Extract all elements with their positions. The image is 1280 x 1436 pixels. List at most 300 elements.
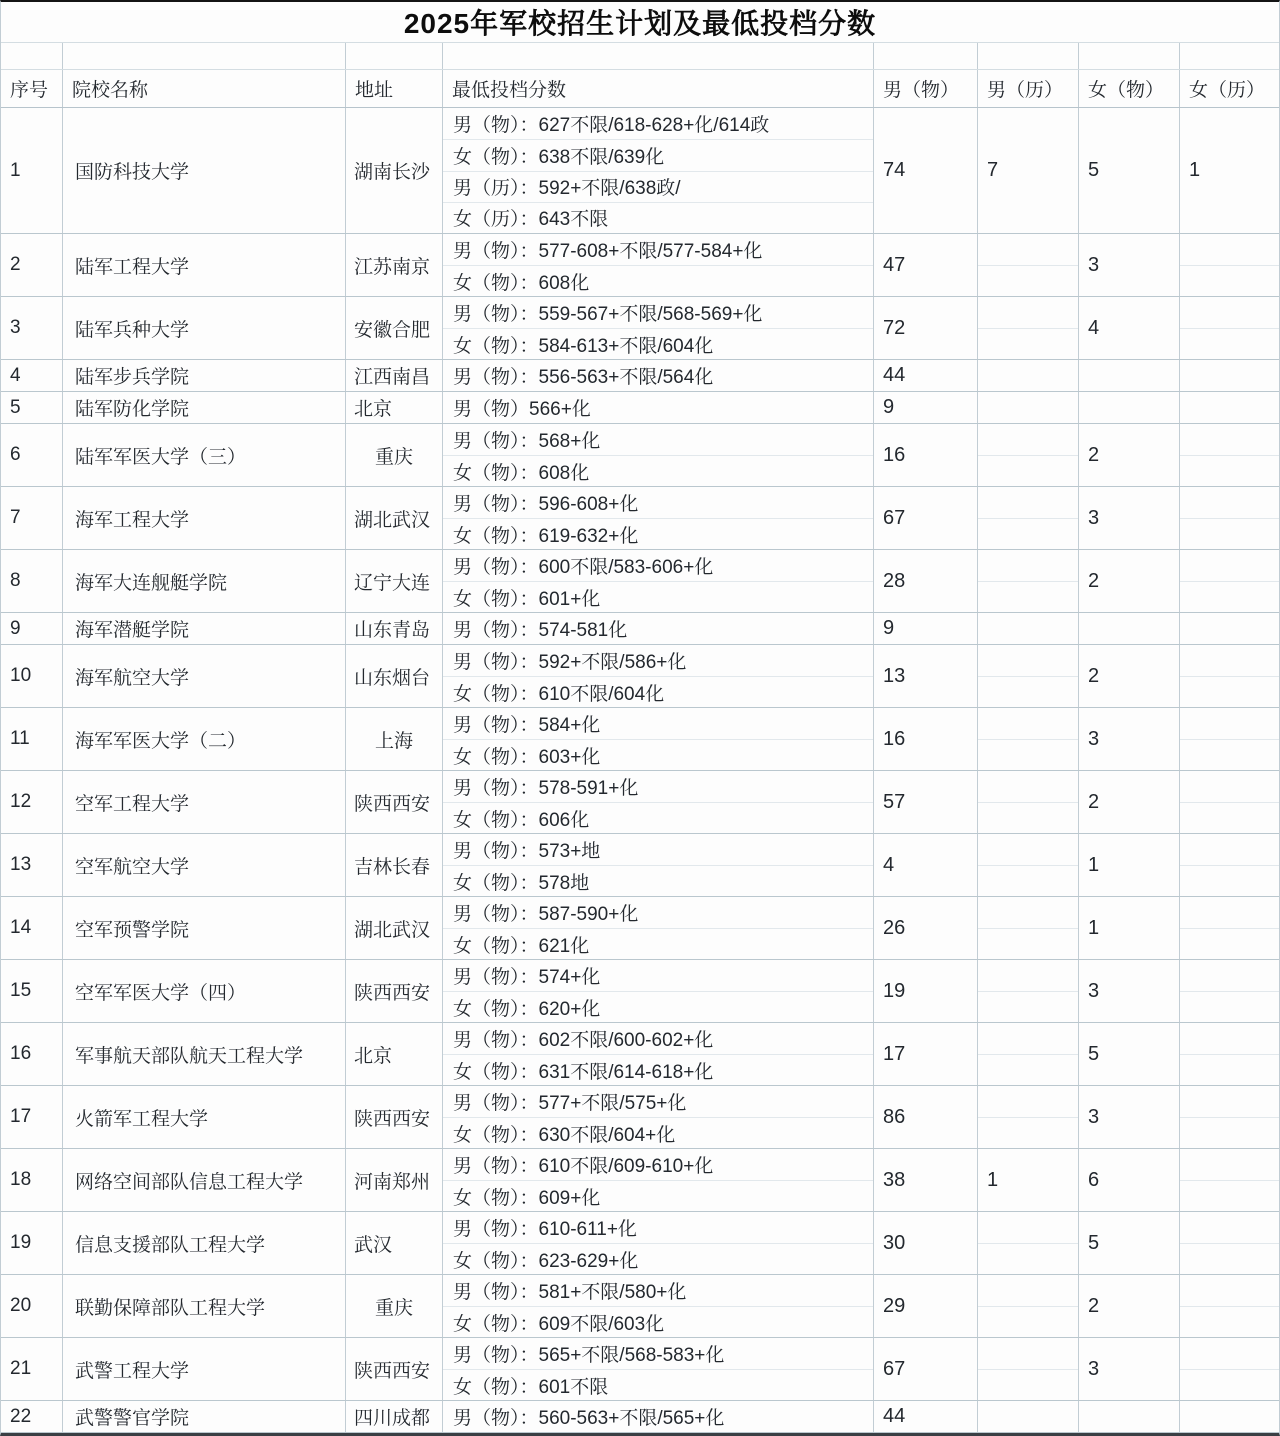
- spacer-cell: [1, 43, 63, 69]
- cell-divider: [978, 455, 1078, 456]
- table-row: [1, 1086, 1279, 1149]
- school-name-cell: [63, 771, 346, 833]
- cell-divider: [1180, 1180, 1279, 1181]
- male-physics-count-cell: [874, 1338, 978, 1400]
- count-value: 5: [1088, 159, 1100, 181]
- score-line: 女（物）：603+化: [443, 739, 873, 770]
- address-cell: [346, 613, 443, 644]
- address: 山东青岛: [354, 620, 431, 641]
- cell-divider: [1180, 265, 1279, 266]
- address: 上海: [374, 730, 413, 752]
- row-number-cell: [1, 1275, 63, 1337]
- school-name-cell: [63, 424, 346, 486]
- score-line: 男（物）：584+化: [453, 715, 601, 736]
- male-physics-count-cell: [874, 234, 978, 296]
- female-physics-count-cell: [1079, 234, 1180, 296]
- male-history-count-cell: [978, 834, 1079, 896]
- score-line: 女（物）：606化: [443, 802, 873, 833]
- count-value: 4: [1088, 316, 1100, 339]
- address-cell: [346, 1086, 443, 1148]
- count-value: 5: [1088, 1231, 1100, 1254]
- count-value: 16: [883, 727, 906, 750]
- school-name-cell: [63, 834, 346, 896]
- score-line: 男（物）：596-608+化: [453, 494, 639, 515]
- score-cell: [443, 960, 874, 1022]
- score-line: 男（物）：574+化: [453, 967, 601, 988]
- table-row: [1, 234, 1279, 297]
- row-number: 19: [10, 1232, 32, 1253]
- score-cell: [443, 1149, 874, 1211]
- header-female-physics: 女（物）: [1079, 70, 1180, 107]
- score-line: 男（物）：627不限/618-628+化/614政: [453, 115, 770, 137]
- cell-divider: [1180, 1117, 1279, 1118]
- school-name: 海军大连舰艇学院: [75, 572, 228, 594]
- address-cell: [346, 424, 443, 486]
- row-number: 7: [10, 507, 21, 528]
- header-female-history: 女（历）: [1189, 80, 1266, 101]
- female-physics-count-cell: [1079, 1149, 1180, 1211]
- row-number: 5: [10, 396, 21, 418]
- count-value: 1: [987, 1168, 999, 1191]
- spacer-cell: [346, 43, 443, 69]
- address: 湖北武汉: [354, 919, 431, 941]
- table-row: [1, 1212, 1279, 1275]
- spacer-cell: [63, 43, 346, 69]
- female-physics-count-cell: [1079, 708, 1180, 770]
- cell-divider: [978, 1369, 1078, 1370]
- male-physics-count-cell: [874, 708, 978, 770]
- row-number: 21: [10, 1358, 32, 1379]
- count-value: 3: [1088, 1357, 1100, 1380]
- row-number: 11: [10, 728, 30, 749]
- score-line: 女（物）：584-613+不限/604化: [443, 328, 873, 359]
- row-number-cell: [1, 1023, 63, 1085]
- score-line: 女（物）：630不限/604+化: [443, 1117, 873, 1148]
- row-number-cell: [1, 392, 63, 423]
- female-physics-count-cell: [1079, 897, 1180, 959]
- spacer-cell: [1180, 43, 1279, 69]
- score-line: 男（物）：556-563+不限/564化: [453, 367, 714, 388]
- count-value: 2: [1088, 664, 1100, 687]
- school-name: 海军航空大学: [75, 667, 190, 689]
- row-number: 3: [10, 317, 21, 338]
- score-line: 男（物）：577-608+不限/577-584+化: [453, 241, 763, 262]
- score-line: 男（物）：587-590+化: [453, 904, 639, 925]
- female-history-count-cell: [1180, 1086, 1279, 1148]
- cell-divider: [978, 518, 1078, 519]
- score-cell: [443, 424, 874, 486]
- male-history-count-cell: [978, 392, 1079, 423]
- female-physics-count-cell: [1079, 392, 1180, 423]
- address: 北京: [354, 1045, 393, 1067]
- score-line: 女（物）：601+化: [443, 581, 873, 612]
- score-line: 女（历）：643不限: [443, 202, 873, 233]
- header-no: 序号: [1, 70, 63, 107]
- row-number: 10: [10, 665, 32, 686]
- score-cell: [443, 645, 874, 707]
- table-row: [1, 1275, 1279, 1338]
- male-physics-count-cell: [874, 392, 978, 423]
- row-number: 16: [10, 1043, 32, 1064]
- score-cell: [443, 297, 874, 359]
- score-cell: [443, 108, 874, 233]
- spacer-cell: [1079, 43, 1180, 69]
- school-name-cell: [63, 645, 346, 707]
- school-name-cell: [63, 392, 346, 423]
- header-male-history: 男（历）: [978, 70, 1079, 107]
- male-physics-count-cell: [874, 645, 978, 707]
- male-physics-count-cell: [874, 360, 978, 391]
- male-physics-count-cell: [874, 1023, 978, 1085]
- row-number-cell: [1, 108, 63, 233]
- header-address: 地址: [346, 70, 443, 107]
- cell-divider: [1180, 581, 1279, 582]
- count-value: 72: [883, 316, 906, 339]
- school-name: 海军军医大学（二）: [75, 730, 247, 752]
- score-line: 女（物）：608化: [443, 265, 873, 296]
- count-value: 74: [883, 159, 906, 181]
- female-physics-count-cell: [1079, 487, 1180, 549]
- address-cell: [346, 487, 443, 549]
- spacer-cell: [874, 43, 978, 69]
- score-line: 男（物）：568+化: [453, 431, 601, 452]
- female-history-count-cell: [1180, 1149, 1279, 1211]
- count-value: 1: [1088, 853, 1100, 876]
- spacer-cell: [443, 43, 874, 69]
- school-name: 空军预警学院: [75, 919, 190, 941]
- score-cell: [443, 550, 874, 612]
- female-history-count-cell: [1180, 1023, 1279, 1085]
- female-physics-count-cell: [1079, 297, 1180, 359]
- address-cell: [346, 1149, 443, 1211]
- cell-divider: [1180, 455, 1279, 456]
- table-header-row: [1, 70, 1279, 108]
- school-name: 陆军军医大学（三）: [75, 446, 247, 468]
- address-cell: [346, 392, 443, 423]
- address: 江苏南京: [354, 256, 431, 278]
- row-number-cell: [1, 1212, 63, 1274]
- row-number: 4: [10, 364, 21, 386]
- female-history-count-cell: [1180, 550, 1279, 612]
- count-value: 19: [883, 979, 906, 1002]
- table-row: [1, 1338, 1279, 1401]
- table-row: [1, 550, 1279, 613]
- score-cell: [443, 1023, 874, 1085]
- male-history-count-cell: [978, 234, 1079, 296]
- cell-divider: [978, 1243, 1078, 1244]
- school-name: 武警警官学院: [75, 1408, 190, 1429]
- address: 重庆: [374, 446, 413, 468]
- male-physics-count-cell: [874, 424, 978, 486]
- female-history-count-cell: [1180, 645, 1279, 707]
- table-row: [1, 297, 1279, 360]
- row-number-cell: [1, 360, 63, 391]
- address: 四川成都: [354, 1408, 431, 1429]
- score-line: 男（物）：600不限/583-606+化: [453, 557, 714, 578]
- table-row: [1, 424, 1279, 487]
- address: 安徽合肥: [354, 319, 431, 341]
- cell-divider: [1180, 928, 1279, 929]
- school-name: 陆军兵种大学: [75, 319, 190, 341]
- male-history-count-cell: [978, 771, 1079, 833]
- male-physics-count-cell: [874, 487, 978, 549]
- score-cell: [443, 708, 874, 770]
- score-line: 男（历）：592+不限/638政/: [443, 171, 873, 202]
- score-line: 女（物）：578地: [443, 865, 873, 896]
- male-history-count-cell: [978, 960, 1079, 1022]
- male-physics-count-cell: [874, 960, 978, 1022]
- address-cell: [346, 1023, 443, 1085]
- row-number-cell: [1, 708, 63, 770]
- count-value: 3: [1088, 979, 1100, 1002]
- address-cell: [346, 897, 443, 959]
- row-number-cell: [1, 1149, 63, 1211]
- school-name-cell: [63, 1086, 346, 1148]
- count-value: 13: [883, 664, 906, 687]
- female-physics-count-cell: [1079, 645, 1180, 707]
- male-physics-count-cell: [874, 1212, 978, 1274]
- count-value: 6: [1088, 1168, 1100, 1191]
- school-name-cell: [63, 1212, 346, 1274]
- cell-divider: [978, 1117, 1078, 1118]
- score-line: 男（物）：560-563+不限/565+化: [453, 1408, 725, 1429]
- address: 山东烟台: [354, 667, 431, 689]
- count-value: 1: [1088, 916, 1100, 939]
- female-history-count-cell: [1180, 771, 1279, 833]
- table-body: [1, 108, 1279, 1433]
- school-name: 空军工程大学: [75, 793, 190, 815]
- table-row: [1, 708, 1279, 771]
- score-line: 女（物）：623-629+化: [443, 1243, 873, 1274]
- count-value: 3: [1088, 253, 1100, 276]
- male-history-count-cell: [978, 1275, 1079, 1337]
- address-cell: [346, 1275, 443, 1337]
- cell-divider: [978, 581, 1078, 582]
- school-name-cell: [63, 234, 346, 296]
- row-number: 12: [10, 791, 32, 812]
- count-value: 26: [883, 916, 906, 939]
- school-name-cell: [63, 1149, 346, 1211]
- address-cell: [346, 771, 443, 833]
- table-row: [1, 613, 1279, 645]
- score-line: 男（物）566+化: [453, 399, 591, 420]
- spacer-cell: [978, 43, 1079, 69]
- male-physics-count-cell: [874, 771, 978, 833]
- row-number-cell: [1, 1338, 63, 1400]
- score-line: 女（物）：601不限: [443, 1369, 873, 1400]
- male-physics-count-cell: [874, 897, 978, 959]
- count-value: 9: [883, 396, 895, 418]
- score-line: 男（物）：602不限/600-602+化: [453, 1030, 714, 1051]
- female-physics-count-cell: [1079, 424, 1180, 486]
- female-history-count-cell: [1180, 708, 1279, 770]
- female-history-count-cell: [1180, 424, 1279, 486]
- male-history-count-cell: [978, 708, 1079, 770]
- row-number-cell: [1, 960, 63, 1022]
- count-value: 38: [883, 1168, 906, 1191]
- address-cell: [346, 297, 443, 359]
- male-physics-count-cell: [874, 613, 978, 644]
- count-value: 47: [883, 253, 906, 276]
- female-physics-count-cell: [1079, 108, 1180, 233]
- address: 武汉: [354, 1234, 393, 1256]
- page-title: 2025年军校招生计划及最低投档分数: [1, 2, 1279, 43]
- cell-divider: [1180, 739, 1279, 740]
- school-name: 海军潜艇学院: [75, 620, 190, 641]
- count-value: 57: [883, 790, 906, 813]
- cell-divider: [978, 739, 1078, 740]
- count-value: 67: [883, 1357, 906, 1380]
- male-history-count-cell: [978, 360, 1079, 391]
- address: 北京: [354, 399, 393, 420]
- male-history-count-cell: [978, 645, 1079, 707]
- score-cell: [443, 1212, 874, 1274]
- table-row: [1, 771, 1279, 834]
- score-cell: [443, 234, 874, 296]
- address-cell: [346, 645, 443, 707]
- table-row: [1, 645, 1279, 708]
- male-history-count-cell: [978, 1149, 1079, 1211]
- address: 河南郑州: [354, 1171, 431, 1193]
- school-name-cell: [63, 708, 346, 770]
- row-number-cell: [1, 297, 63, 359]
- female-history-count-cell: [1180, 1275, 1279, 1337]
- count-value: 28: [883, 569, 906, 592]
- school-name: 陆军防化学院: [75, 399, 190, 420]
- cell-divider: [978, 802, 1078, 803]
- table-row: [1, 392, 1279, 424]
- female-physics-count-cell: [1079, 360, 1180, 391]
- female-history-count-cell: [1180, 1338, 1279, 1400]
- count-value: 44: [883, 364, 906, 386]
- female-history-count-cell: [1180, 487, 1279, 549]
- address-cell: [346, 960, 443, 1022]
- cell-divider: [1180, 328, 1279, 329]
- count-value: 67: [883, 506, 906, 529]
- female-physics-count-cell: [1079, 960, 1180, 1022]
- male-physics-count-cell: [874, 108, 978, 233]
- male-history-count-cell: [978, 108, 1079, 233]
- female-history-count-cell: [1180, 234, 1279, 296]
- male-history-count-cell: [978, 1086, 1079, 1148]
- male-history-count-cell: [978, 1338, 1079, 1400]
- male-history-count-cell: [978, 1212, 1079, 1274]
- count-value: 2: [1088, 1294, 1100, 1317]
- address-cell: [346, 360, 443, 391]
- male-history-count-cell: [978, 487, 1079, 549]
- score-line: 男（物）：574-581化: [453, 620, 628, 641]
- table-row: [1, 108, 1279, 234]
- score-line: 男（物）：610不限/609-610+化: [453, 1156, 714, 1177]
- row-number: 8: [10, 570, 21, 591]
- school-name: 信息支援部队工程大学: [75, 1234, 266, 1256]
- table-row: [1, 960, 1279, 1023]
- row-number: 20: [10, 1295, 32, 1316]
- count-value: 16: [883, 443, 906, 466]
- school-name-cell: [63, 297, 346, 359]
- school-name-cell: [63, 360, 346, 391]
- male-physics-count-cell: [874, 1275, 978, 1337]
- address: 吉林长春: [354, 856, 431, 878]
- address: 湖北武汉: [354, 509, 431, 531]
- male-history-count-cell: [978, 424, 1079, 486]
- address: 陕西西安: [354, 1108, 431, 1130]
- cell-divider: [1180, 1369, 1279, 1370]
- female-history-count-cell: [1180, 960, 1279, 1022]
- female-physics-count-cell: [1079, 613, 1180, 644]
- row-number: 13: [10, 854, 32, 875]
- female-history-count-cell: [1180, 360, 1279, 391]
- school-name: 空军航空大学: [75, 856, 190, 878]
- row-number: 17: [10, 1106, 32, 1127]
- table-row: [1, 1149, 1279, 1212]
- score-cell: [443, 487, 874, 549]
- address-cell: [346, 708, 443, 770]
- female-history-count-cell: [1180, 108, 1279, 233]
- table-row: [1, 1023, 1279, 1086]
- school-name-cell: [63, 1023, 346, 1085]
- row-number-cell: [1, 897, 63, 959]
- school-name: 联勤保障部队工程大学: [75, 1297, 266, 1319]
- count-value: 2: [1088, 790, 1100, 813]
- school-name-cell: [63, 487, 346, 549]
- school-name-cell: [63, 960, 346, 1022]
- count-value: 2: [1088, 569, 1100, 592]
- male-history-count-cell: [978, 1023, 1079, 1085]
- row-number-cell: [1, 645, 63, 707]
- row-number: 2: [10, 254, 21, 275]
- school-name-cell: [63, 550, 346, 612]
- row-number-cell: [1, 424, 63, 486]
- score-line: 女（物）：631不限/614-618+化: [443, 1054, 873, 1085]
- score-line: 女（物）：638不限/639化: [443, 139, 873, 170]
- score-cell: [443, 771, 874, 833]
- school-name-cell: [63, 1338, 346, 1400]
- table-row: [1, 487, 1279, 550]
- score-line: 女（物）：609不限/603化: [443, 1306, 873, 1337]
- cell-divider: [978, 328, 1078, 329]
- school-name: 国防科技大学: [75, 162, 190, 183]
- female-physics-count-cell: [1079, 1275, 1180, 1337]
- cell-divider: [1180, 1306, 1279, 1307]
- address-cell: [346, 1212, 443, 1274]
- score-cell: [443, 834, 874, 896]
- row-number-cell: [1, 550, 63, 612]
- female-physics-count-cell: [1079, 1338, 1180, 1400]
- cell-divider: [978, 928, 1078, 929]
- count-value: 17: [883, 1042, 906, 1065]
- female-physics-count-cell: [1079, 1212, 1180, 1274]
- cell-divider: [1180, 1054, 1279, 1055]
- table-row: [1, 360, 1279, 392]
- cell-divider: [978, 991, 1078, 992]
- row-number-cell: [1, 1086, 63, 1148]
- school-name-cell: [63, 613, 346, 644]
- count-value: 4: [883, 853, 895, 876]
- header-school-name: 院校名称: [63, 70, 346, 107]
- score-line: 男（物）：610-611+化: [453, 1219, 637, 1240]
- school-name: 军事航天部队航天工程大学: [75, 1045, 304, 1067]
- female-history-count-cell: [1180, 297, 1279, 359]
- count-value: 3: [1088, 1105, 1100, 1128]
- score-line: 男（物）：578-591+化: [453, 778, 639, 799]
- male-history-count-cell: [978, 897, 1079, 959]
- cell-divider: [978, 865, 1078, 866]
- row-number-cell: [1, 487, 63, 549]
- school-name: 海军工程大学: [75, 509, 190, 531]
- school-name-cell: [63, 1275, 346, 1337]
- male-physics-count-cell: [874, 1086, 978, 1148]
